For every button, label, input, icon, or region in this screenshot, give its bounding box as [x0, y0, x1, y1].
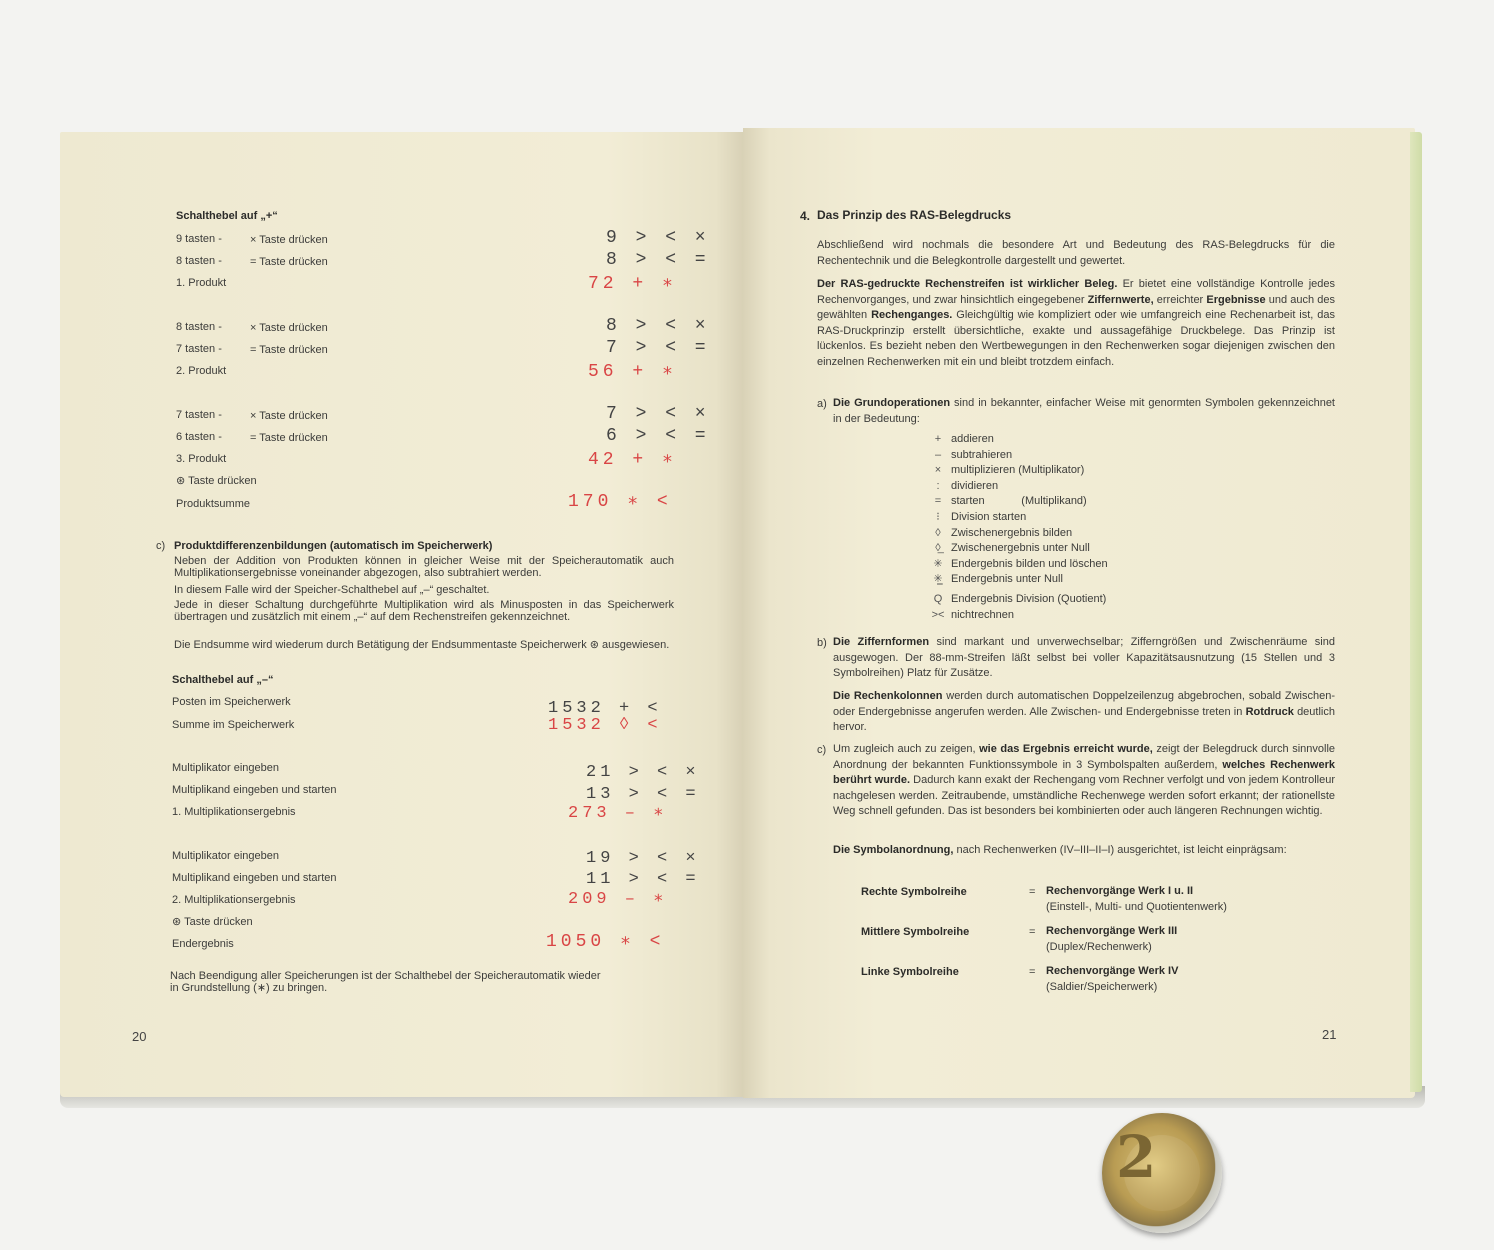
- section-c-para: Neben der Addition von Produkten können in gleicher Weise mit der Speicherautomatik auch Multiplikationsergebnisse voneinander abgezogen, also subtrahiert werden.: [174, 555, 674, 579]
- summe-label: Summe im Speicherwerk: [172, 719, 295, 731]
- euro-coin-icon: [1102, 1113, 1222, 1233]
- symbol-list-item: [931, 573, 1063, 586]
- page-number: 21: [1322, 1027, 1337, 1042]
- symbolreihe-title: Rechenvorgänge Werk IV: [1046, 965, 1179, 977]
- symbol-list-item: [931, 464, 1084, 477]
- item-a-label: a): [817, 398, 827, 410]
- row-action: × Taste drücken: [250, 410, 328, 422]
- operation-symbol: ><: [931, 608, 945, 621]
- row-label: 2. Produkt: [176, 365, 227, 377]
- produktsumme-print: 170 ∗ <: [568, 492, 672, 512]
- symbol-list-item: [931, 558, 1108, 571]
- symbolreihe-label: Rechte Symbolreihe: [861, 886, 967, 898]
- print-line-red: 42 + ∗: [588, 450, 677, 470]
- row-label: 2. Multiplikationsergebnis: [172, 894, 296, 906]
- print-line-red: 72 + ∗: [588, 274, 677, 294]
- print-line: 7 > < ×: [606, 404, 710, 424]
- row-label: 7 tasten -: [176, 343, 222, 355]
- operation-symbol: –: [934, 448, 942, 461]
- item-b-label: b): [817, 637, 827, 649]
- row-label: 6 tasten -: [176, 431, 222, 443]
- operation-meaning: Endergebnis bilden und löschen: [951, 557, 1108, 570]
- section-c-para: In diesem Falle wird der Speicher-Schalthebel auf „–“ geschaltet.: [174, 584, 490, 596]
- symbol-list-item: [931, 527, 1072, 540]
- operation-symbol: :: [936, 479, 940, 492]
- section-c-para: Die Endsumme wird wiederum durch Betätigung der Endsummentaste Speicherwerk ⊛ ausgewiesen.: [174, 639, 670, 651]
- symbol-list-item: [931, 449, 1012, 462]
- row-label: 1. Multiplikationsergebnis: [172, 806, 296, 818]
- intro-paragraph: Abschließend wird nochmals die besondere Art und Bedeutung des RAS-Belegdrucks für die Rechentechnik und die Belegkontrolle dargestellt und gewertet.: [817, 239, 1335, 267]
- operation-symbol: ×: [934, 464, 942, 477]
- row-action: × Taste drücken: [250, 234, 328, 246]
- operation-meaning: addieren: [951, 433, 994, 445]
- symbol-list-item: [931, 593, 1106, 606]
- operation-symbol: Q: [933, 593, 943, 605]
- operation-meaning: Endergebnis unter Null: [951, 573, 1063, 586]
- print-line: 21 > < ×: [586, 763, 700, 782]
- symbolreihe-label: Linke Symbolreihe: [861, 966, 959, 978]
- print-line: 8 > < ×: [606, 316, 710, 336]
- posten-label: Posten im Speicherwerk: [172, 696, 291, 708]
- section-c-para: Jede in dieser Schaltung durchgeführte Multiplikation wird als Minusposten in das Speicherwerk übertragen und zusätzlich mit einem „–“ auf dem Rechenstreifen gekennzeichnet.: [174, 599, 674, 623]
- symbol-list-item: [931, 542, 1090, 555]
- print-line: 19 > < ×: [586, 849, 700, 868]
- operation-symbol: ◊̲: [935, 542, 941, 555]
- beleg-paragraph: Der RAS-gedruckte Rechenstreifen ist wirklicher Beleg. Er bietet eine vollständige Kontrolle jedes Rechenvorganges, und zwar hinsichtlich eingegebener Ziffernwerte, erreichter Ergebnisse und auch des gewählten Rechenganges. Gleichgültig wie kompliziert oder wie umfangreich eine Rechenarbeit ist, das RAS-Druckprinzip erstellt übersichtliche, exakte und aussagefähige Druckbelege. Das Prinzip ist lückenlos. Es bezieht neben den Wertbewegungen in den Rechenwerken sogar diejenigen zwischen den einzelnen Rechenwerken mit ein und bleibt trotzdem einfach.: [817, 278, 1335, 368]
- item-c2-paragraph: Die Symbolanordnung, nach Rechenwerken (IV–III–II–I) ausgerichtet, ist leicht einprägsam:: [833, 844, 1287, 856]
- symbolreihe-title: Rechenvorgänge Werk III: [1046, 925, 1178, 937]
- right-page: [743, 128, 1415, 1098]
- operation-symbol: =: [934, 495, 942, 508]
- heading-schalthebel-plus: Schalthebel auf „+“: [176, 210, 278, 222]
- row-label: 7 tasten -: [176, 409, 222, 421]
- operation-meaning: multiplizieren (Multiplikator): [951, 464, 1085, 477]
- operation-symbol: ◊: [935, 526, 941, 539]
- print-line-red: 209 – ∗: [568, 890, 668, 909]
- operation-symbol: ✳: [933, 557, 943, 570]
- symbolreihe-sub: (Einstell-, Multi- und Quotientenwerk): [1046, 901, 1227, 913]
- operation-meaning: Zwischenergebnis unter Null: [951, 542, 1090, 555]
- row-label: Multiplikand eingeben und starten: [172, 784, 337, 796]
- print-line: 9 > < ×: [606, 228, 710, 248]
- endergebnis-label: Endergebnis: [172, 938, 234, 950]
- row-label: 8 tasten -: [176, 255, 222, 267]
- endergebnis-print: 1050 ∗ <: [546, 932, 665, 952]
- row-label: 9 tasten -: [176, 233, 222, 245]
- taste-druecken-endsumme: ⊛ Taste drücken: [172, 916, 253, 928]
- print-line: 11 > < =: [586, 870, 700, 889]
- print-line: 8 > < =: [606, 250, 710, 270]
- print-line-red: 273 – ∗: [568, 804, 668, 823]
- symbolreihe-sub: (Saldier/Speicherwerk): [1046, 981, 1158, 993]
- print-line: 7 > < =: [606, 338, 710, 358]
- symbol-list-item: [931, 480, 998, 493]
- operation-symbol: ⁝: [936, 511, 940, 523]
- posten-print: 1532 + <: [548, 699, 662, 718]
- symbol-list-item: [931, 511, 1026, 524]
- taste-druecken-endsumme: ⊛ Taste drücken: [176, 475, 257, 487]
- item-c-label: c): [817, 744, 827, 756]
- equals-sign: =: [1029, 966, 1036, 978]
- symbolreihe-sub: (Duplex/Rechenwerk): [1046, 941, 1152, 953]
- symbol-list-item: [931, 495, 1087, 508]
- section-c-label: c): [156, 540, 166, 552]
- produktsumme-label: Produktsumme: [176, 498, 250, 510]
- item-b-paragraph: Die Ziffernformen sind markant und unverwechselbar; Zifferngrößen und Zwischenräume sind ausgewogen. Der 88-mm-Streifen läßt selbst bei voller Kapazitätsausnutzung (15 Stellen und 3 Symbolreihen) Platz für Zusätze.: [833, 636, 1335, 680]
- coin-value: 2: [1116, 1123, 1157, 1191]
- item-a-paragraph: Die Grundoperationen sind in bekannter, einfacher Weise mit genormten Symbolen gekennzeichnet in der Bedeutung:: [833, 397, 1335, 425]
- symbolreihe-title: Rechenvorgänge Werk I u. II: [1046, 885, 1194, 897]
- symbol-list-item: [931, 433, 994, 446]
- operation-meaning: dividieren: [951, 479, 999, 492]
- operation-symbol: +: [934, 433, 942, 445]
- operation-meaning: Endergebnis Division (Quotient): [951, 593, 1107, 605]
- print-line: 13 > < =: [586, 785, 700, 804]
- row-action: = Taste drücken: [250, 432, 328, 444]
- operation-meaning: nichtrechnen: [951, 608, 1014, 621]
- print-line-red: 56 + ∗: [588, 362, 677, 382]
- row-label: Multiplikand eingeben und starten: [172, 872, 337, 884]
- left-page: [60, 132, 743, 1097]
- symbol-list-item: [931, 609, 1014, 622]
- row-action: = Taste drücken: [250, 344, 328, 356]
- item-b2-paragraph: Die Rechenkolonnen werden durch automatischen Doppelzeilenzug abgebrochen, sobald Zwischen- oder Endergebnisse angerufen werden. Alle Zwischen- und Endergebnisse treten in Rotdruck deutlich hervor.: [833, 690, 1336, 734]
- operation-symbol: ✳̲: [933, 573, 943, 586]
- summe-print: 1532 ◊ <: [548, 716, 662, 735]
- symbolreihe-label: Mittlere Symbolreihe: [861, 926, 970, 938]
- operation-meaning: Zwischenergebnis bilden: [951, 526, 1073, 539]
- equals-sign: =: [1029, 926, 1036, 938]
- item-c-paragraph: Um zugleich auch zu zeigen, wie das Ergebnis erreicht wurde, zeigt der Belegdruck durch sinnvolle Anordnung der bekannten Funktionssymbole in 3 Symbolspalten außerdem, welches Rechenwerk berührt wurde. Dadurch kann exakt der Rechengang vom Rechner verfolgt und von jedem Kontrolleur nachgelesen werden. Zeitraubende, umständliche Rechenwege werden sofort erkannt; der rationellste Weg schnell gefunden. Das ist besonders bei kombinierten oder auch längeren Rechnungen wichtig.: [833, 743, 1336, 818]
- print-line: 6 > < =: [606, 426, 710, 446]
- row-action: × Taste drücken: [250, 322, 328, 334]
- page-number: 20: [132, 1029, 147, 1044]
- row-label: 8 tasten -: [176, 321, 222, 333]
- section-c-title: Produktdifferenzenbildungen (automatisch im Speicherwerk): [174, 540, 493, 552]
- row-label: 1. Produkt: [176, 277, 227, 289]
- equals-sign: =: [1029, 886, 1036, 898]
- row-label: Multiplikator eingeben: [172, 850, 280, 862]
- heading-title: Das Prinzip des RAS-Belegdrucks: [817, 208, 1012, 222]
- row-action: = Taste drücken: [250, 256, 328, 268]
- row-label: Multiplikator eingeben: [172, 762, 280, 774]
- page-edge: [1410, 132, 1422, 1092]
- heading-number: 4.: [800, 209, 811, 223]
- operation-meaning: Division starten: [951, 511, 1027, 523]
- closing-line: Nach Beendigung aller Speicherungen ist der Schalthebel der Speicherautomatik wieder: [170, 970, 601, 982]
- operation-meaning: subtrahieren: [951, 448, 1013, 461]
- operation-meaning: starten (Multiplikand): [951, 495, 1087, 508]
- heading-schalthebel-minus: Schalthebel auf „–“: [172, 674, 274, 686]
- row-label: 3. Produkt: [176, 453, 227, 465]
- closing-line: in Grundstellung (∗) zu bringen.: [170, 982, 328, 994]
